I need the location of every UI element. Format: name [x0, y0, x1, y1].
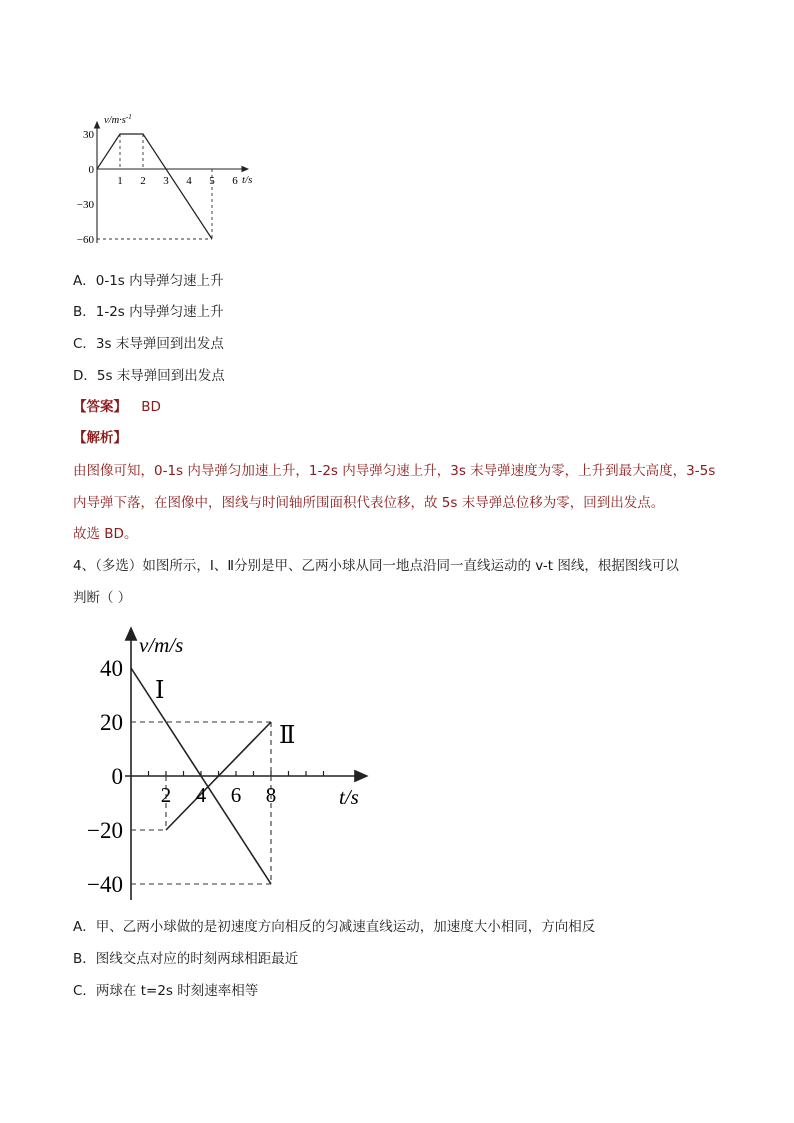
graph-2-y-tick-label: −40 [87, 872, 123, 897]
q3-answer [73, 398, 161, 416]
q4-stem-line-1: 4、（多选）如图所示，Ⅰ、Ⅱ分别是甲、乙两小球从同一地点沿同一直线运动的 v-t 图线，根据图线可以 [73, 558, 679, 574]
graph-1-y-tick-label: −30 [76, 199, 94, 211]
graph-2-y-tick-label: 0 [111, 764, 123, 789]
q3-analysis-line-1: 由图像可知，0-1s 内导弹匀加速上升，1-2s 内导弹匀速上升，3s 末导弹速度为零，上升到最大高度，3-5s [73, 463, 716, 479]
graph-1-y-tick-label: 0 [88, 164, 94, 176]
answer-value: BD [141, 399, 161, 415]
graph-1-x-tick-label: 5 [209, 175, 215, 187]
graph-1-y-tick-label: 30 [83, 129, 94, 141]
answer-label: 【答案】 [73, 399, 127, 415]
graph-1-x-label: t/s [242, 174, 253, 186]
graph-1-x-tick-label: 2 [140, 175, 146, 187]
graph-2-svg [85, 622, 385, 907]
q3-analysis-line-3: 故选 BD。 [73, 526, 138, 542]
graph-2-x-tick-label: 8 [265, 783, 277, 807]
series-label-I: Ⅰ [155, 678, 165, 704]
q4-option-b: B．图线交点对应的时刻两球相距最近 [73, 951, 299, 967]
q4-stem-line-2: 判断（ ） [73, 590, 132, 606]
q3-analysis-label: 【解析】 [73, 430, 127, 446]
graph-1-x-tick-label: 6 [232, 175, 238, 187]
q3-option-d: D．5s 末导弹回到出发点 [73, 368, 225, 384]
graph-2-x-label: t/s [339, 785, 359, 809]
q3-option-c: C．3s 末导弹回到出发点 [73, 336, 224, 352]
graph-1-svg [76, 108, 270, 253]
graph-1-y-label: $v/m\cdot s^{-1}$ [104, 113, 132, 126]
q4-option-a: A．甲、乙两小球做的是初速度方向相反的匀减速直线运动，加速度大小相同，方向相反 [73, 919, 596, 935]
graph-1-velocity-line [97, 134, 212, 239]
q3-option-a: A．0-1s 内导弹匀速上升 [73, 273, 224, 289]
q3-analysis-line-2: 内导弹下落，在图像中，图线与时间轴所围面积代表位移，故 5s 末导弹总位移为零，回到出发点。 [73, 495, 665, 511]
graph-1-y-tick-label: −60 [76, 234, 94, 246]
series-label-II: Ⅱ [279, 723, 296, 749]
graph-2-y-tick-label: −20 [87, 818, 123, 843]
graph-1 [76, 108, 270, 253]
graph-2-x-tick-label: 4 [195, 783, 207, 807]
graph-2-y-label: v/m/s [139, 633, 184, 657]
graph-1-x-tick-label: 3 [163, 175, 169, 187]
graph-1-x-tick-label: 4 [186, 175, 192, 187]
graph-1-x-tick-label: 1 [117, 175, 123, 187]
graph-2-y-tick-label: 40 [100, 656, 123, 681]
q3-option-b: B．1-2s 内导弹匀速上升 [73, 304, 224, 320]
graph-2 [85, 622, 385, 907]
graph-2-x-tick-label: 6 [230, 783, 242, 807]
graph-2-x-tick-label: 2 [160, 783, 172, 807]
q4-option-c: C．两球在 t=2s 时刻速率相等 [73, 983, 259, 999]
graph-2-y-tick-label: 20 [100, 710, 123, 735]
